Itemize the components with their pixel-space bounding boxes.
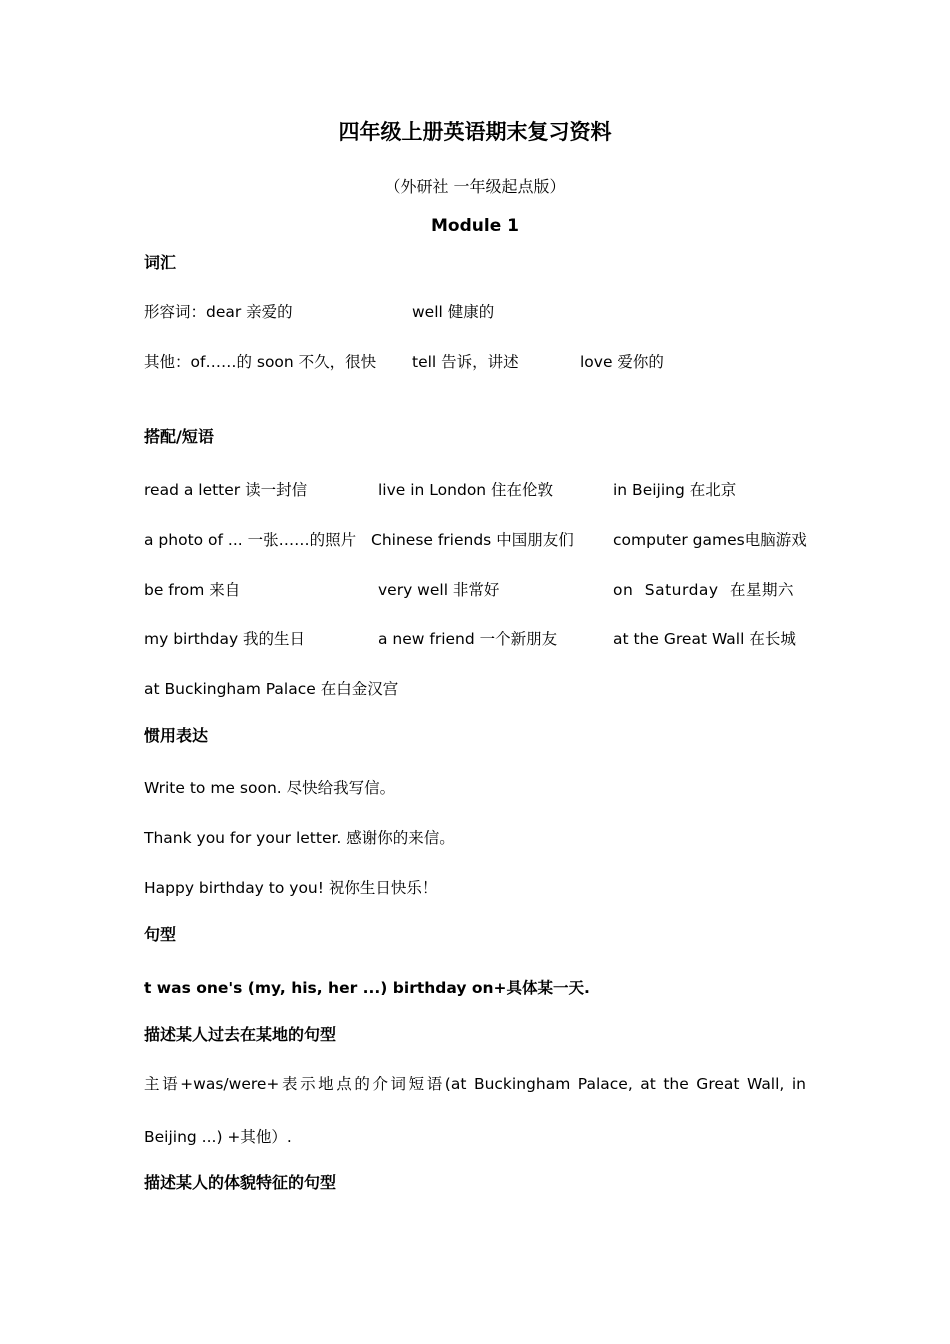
- pattern-birthday: t was one's (my, his, her ...) birthday on+具体某一天.: [144, 979, 590, 997]
- vocab-other: 其他：of……的 soon 不久，很快: [144, 353, 377, 371]
- vocab-adjective: 形容词：dear 亲爱的: [144, 303, 293, 321]
- phrase-item: on Saturday 在星期六: [613, 581, 795, 599]
- phrase-item: be from 来自: [144, 581, 241, 599]
- phrase-item: a photo of ... 一张……的照片: [144, 531, 357, 549]
- expression-item: Happy birthday to you! 祝你生日快乐！: [144, 879, 438, 897]
- phrase-item: at the Great Wall 在长城: [613, 630, 796, 648]
- phrase-item: very well 非常好: [378, 581, 500, 599]
- expressions-heading: 惯用表达: [144, 726, 209, 745]
- vocab-heading: 词汇: [144, 253, 177, 272]
- vocab-love: love 爱你的: [580, 353, 664, 371]
- page-title: 四年级上册英语期末复习资料: [338, 120, 612, 144]
- phrase-item: my birthday 我的生日: [144, 630, 306, 648]
- expression-item: Thank you for your letter. 感谢你的来信。: [144, 829, 455, 847]
- phrase-item: a new friend 一个新朋友: [378, 630, 558, 648]
- phrase-item: read a letter 读一封信: [144, 481, 308, 499]
- vocab-tell: tell 告诉，讲述: [412, 353, 519, 371]
- pattern-subheading-past-place: 描述某人过去在某地的句型: [144, 1025, 337, 1044]
- phrase-item: computer games电脑游戏: [613, 531, 807, 549]
- vocab-well: well 健康的: [412, 303, 495, 321]
- phrase-item: live in London 住在伦敦: [378, 481, 554, 499]
- page-subtitle: （外研社 一年级起点版）: [384, 177, 566, 196]
- phrase-item: in Beijing 在北京: [613, 481, 737, 499]
- patterns-heading: 句型: [144, 925, 177, 944]
- module-heading: Module 1: [431, 216, 519, 236]
- pattern-past-place-line1: 主语+was/were+表示地点的介词短语(at Buckingham Palace, at the Great Wall, in: [144, 1075, 806, 1093]
- pattern-past-place-line2: Beijing ...) +其他）.: [144, 1128, 292, 1146]
- expression-item: Write to me soon. 尽快给我写信。: [144, 779, 396, 797]
- pattern-subheading-appearance: 描述某人的体貌特征的句型: [144, 1173, 337, 1192]
- phrases-heading: 搭配/短语: [144, 427, 214, 446]
- phrase-item: at Buckingham Palace 在白金汉宫: [144, 680, 399, 698]
- phrase-item: Chinese friends 中国朋友们: [371, 531, 574, 549]
